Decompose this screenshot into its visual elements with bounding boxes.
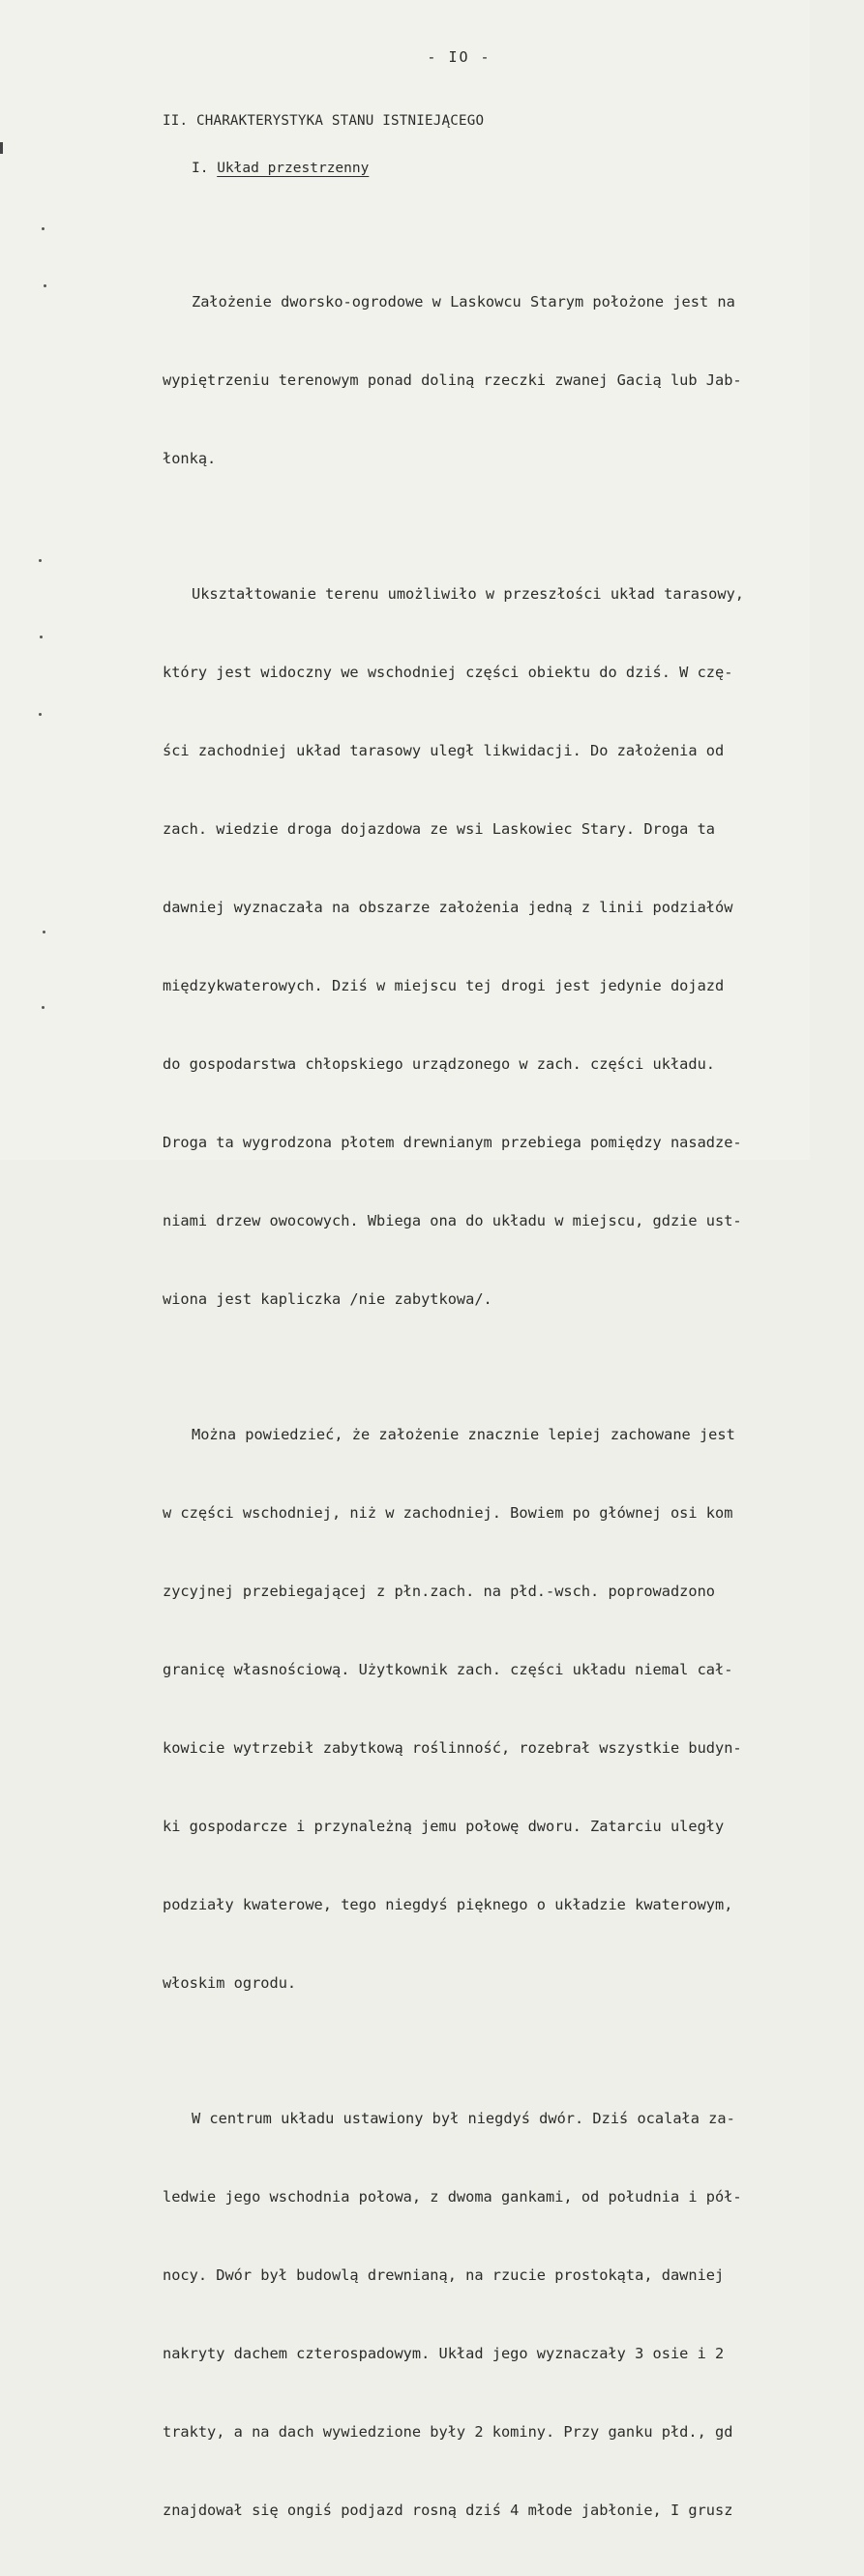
text-line: nocy. Dwór był budowlą drewnianą, na rzucie prostokąta, dawniej	[163, 2266, 725, 2284]
margin-speck	[39, 559, 42, 562]
text-line: włoskim ogrodu.	[163, 1974, 297, 1992]
text-line: międzykwaterowych. Dziś w miejscu tej drogi jest jedynie dojazd	[163, 977, 725, 994]
text-line: ledwie jego wschodnia połowa, z dwoma gankami, od południa i pół-	[163, 2188, 742, 2206]
text-line: kowicie wytrzebił zabytkową roślinność, rozebrał wszystkie budyn-	[163, 1739, 742, 1757]
section-heading: II. CHARAKTERYSTYKA STANU ISTNIEJĄCEGO	[163, 113, 485, 129]
text-line: łonką.	[163, 450, 217, 467]
text-line: niami drzew owocowych. Wbiega ona do układu w miejscu, gdzie ust-	[163, 1212, 742, 1229]
text-line: granicę własnościową. Użytkownik zach. części układu niemal cał-	[163, 1661, 733, 1678]
page-number: - IO -	[427, 48, 492, 66]
text-line: Droga ta wygrodzona płotem drewnianym przebiega pomiędzy nasadze-	[163, 1134, 742, 1151]
text-line: zach. wiedzie droga dojazdowa ze wsi Laskowiec Stary. Droga ta	[163, 820, 715, 838]
text-line: zycyjnej przebiegającej z płn.zach. na płd.-wsch. poprowadzono	[163, 1583, 715, 1600]
margin-speck	[43, 931, 45, 933]
text-line: wypiętrzeniu terenowym ponad doliną rzeczki zwanej Gacią lub Jab-	[163, 371, 742, 389]
text-line: W centrum układu ustawiony był niegdyś dwór. Dziś ocalała za-	[192, 2110, 735, 2127]
text-line: Można powiedzieć, że założenie znacznie lepiej zachowane jest	[192, 1426, 735, 1443]
margin-speck	[42, 227, 45, 230]
subsection-heading	[192, 161, 369, 176]
margin-speck	[40, 636, 43, 638]
text-line: podziały kwaterowe, tego niegdyś pięknego o układzie kwaterowym,	[163, 1896, 733, 1913]
binding-edge-mark	[0, 142, 3, 154]
text-line: w części wschodniej, niż w zachodniej. Bowiem po głównej osi kom	[163, 1504, 733, 1522]
text-line: trakty, a na dach wywiedzione były 2 kominy. Przy ganku płd., gd	[163, 2423, 733, 2441]
body-text	[163, 211, 801, 2576]
text-line: który jest widoczny we wschodniej części obiektu do dziś. W czę-	[163, 664, 733, 681]
text-line: ki gospodarcze i przynależną jemu połowę dworu. Zatarciu uległy	[163, 1818, 725, 1835]
text-line: znajdował się ongiś podjazd rosną dziś 4 młode jabłonie, I grusz	[163, 2502, 733, 2519]
text-line: wiona jest kapliczka /nie zabytkowa/.	[163, 1290, 492, 1308]
margin-speck	[44, 284, 46, 287]
margin-speck	[39, 713, 42, 716]
text-line: Założenie dworsko-ogrodowe w Laskowcu Starym położone jest na	[192, 293, 735, 311]
text-line: dawniej wyznaczała na obszarze założenia jedną z linii podziałów	[163, 899, 733, 916]
margin-speck	[42, 1006, 45, 1009]
text-line: do gospodarstwa chłopskiego urządzonego w zach. części układu.	[163, 1055, 715, 1073]
text-line: ści zachodniej układ tarasowy uległ likwidacji. Do założenia od	[163, 742, 725, 759]
subsection-number: I.	[192, 161, 209, 176]
subsection-title: Układ przestrzenny	[217, 161, 370, 176]
text-line: nakryty dachem czterospadowym. Układ jego wyznaczały 3 osie i 2	[163, 2345, 725, 2362]
text-line: Ukształtowanie terenu umożliwiło w przeszłości układ tarasowy,	[192, 585, 744, 603]
